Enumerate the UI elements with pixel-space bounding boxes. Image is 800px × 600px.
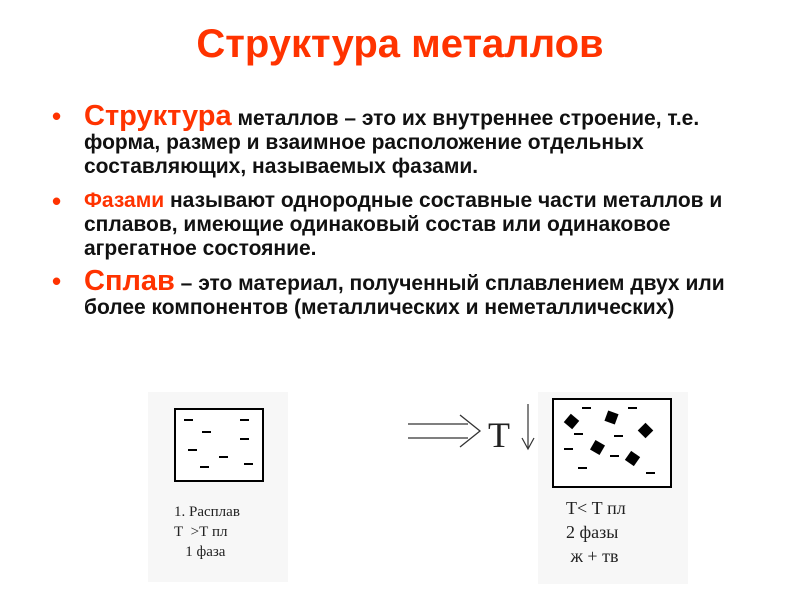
- solid-crystal: [638, 423, 654, 439]
- bullet-structure-text: металлов – это их внутреннее строение, т.е. форма, размер и взаимное расположение отдельных составляющих, называемых фазами.: [84, 107, 700, 178]
- solid-crystal: [604, 410, 618, 424]
- liquid-particle: [219, 456, 228, 458]
- liquid-particle: [240, 419, 249, 421]
- down-arrow-icon: [520, 402, 536, 452]
- bullet-alloy-text: – это материал, полученный сплавлением двух или более компонентов (металлических и неметаллических): [84, 272, 725, 319]
- bullet-phases: [52, 189, 772, 261]
- solid-crystal: [564, 414, 579, 429]
- alloy-caption-line: ж + тв: [566, 546, 619, 566]
- liquid-particle: [610, 455, 619, 457]
- liquid-particle: [628, 407, 637, 409]
- bullet-list: [52, 100, 772, 320]
- double-arrow-icon: [406, 412, 486, 452]
- liquid-particle: [578, 467, 587, 469]
- keyword-structure: Структура: [84, 100, 232, 132]
- liquid-particle: [202, 431, 211, 433]
- liquid-particle: [184, 419, 193, 421]
- solid-crystal: [590, 440, 605, 455]
- crystallization-container: [552, 398, 672, 488]
- bullet-structure: [52, 100, 772, 179]
- alloy-panel: [538, 392, 688, 584]
- liquid-particle: [582, 407, 591, 409]
- slide-title: Структура металлов: [196, 22, 604, 66]
- melt-caption-line: 1. Расплав: [174, 504, 240, 520]
- liquid-particle: [646, 472, 655, 474]
- bullet-phases-text: называют однородные составные части металлов и сплавов, имеющие одинаковый состав или одинаковое агрегатное состояние.: [84, 189, 723, 260]
- liquid-particle: [240, 438, 249, 440]
- bullet-alloy: [52, 265, 772, 320]
- solid-crystal: [625, 451, 640, 466]
- melt-container: [174, 408, 264, 482]
- liquid-particle: [188, 449, 197, 451]
- temperature-label: T: [488, 415, 510, 455]
- phase-diagram: [148, 392, 688, 584]
- alloy-caption-line: 2 фазы: [566, 522, 619, 542]
- keyword-alloy: Сплав: [84, 265, 175, 297]
- liquid-particle: [614, 435, 623, 437]
- melt-panel: [148, 392, 288, 582]
- melt-caption-line: Т >Т пл: [174, 524, 228, 540]
- liquid-particle: [200, 466, 209, 468]
- melt-caption-line: 1 фаза: [174, 544, 226, 560]
- alloy-caption-line: Т< Т пл: [566, 498, 626, 518]
- keyword-phases: Фазами: [84, 189, 165, 212]
- liquid-particle: [564, 448, 573, 450]
- liquid-particle: [244, 463, 253, 465]
- liquid-particle: [574, 433, 583, 435]
- alloy-caption: [566, 496, 626, 568]
- melt-caption: [174, 502, 240, 562]
